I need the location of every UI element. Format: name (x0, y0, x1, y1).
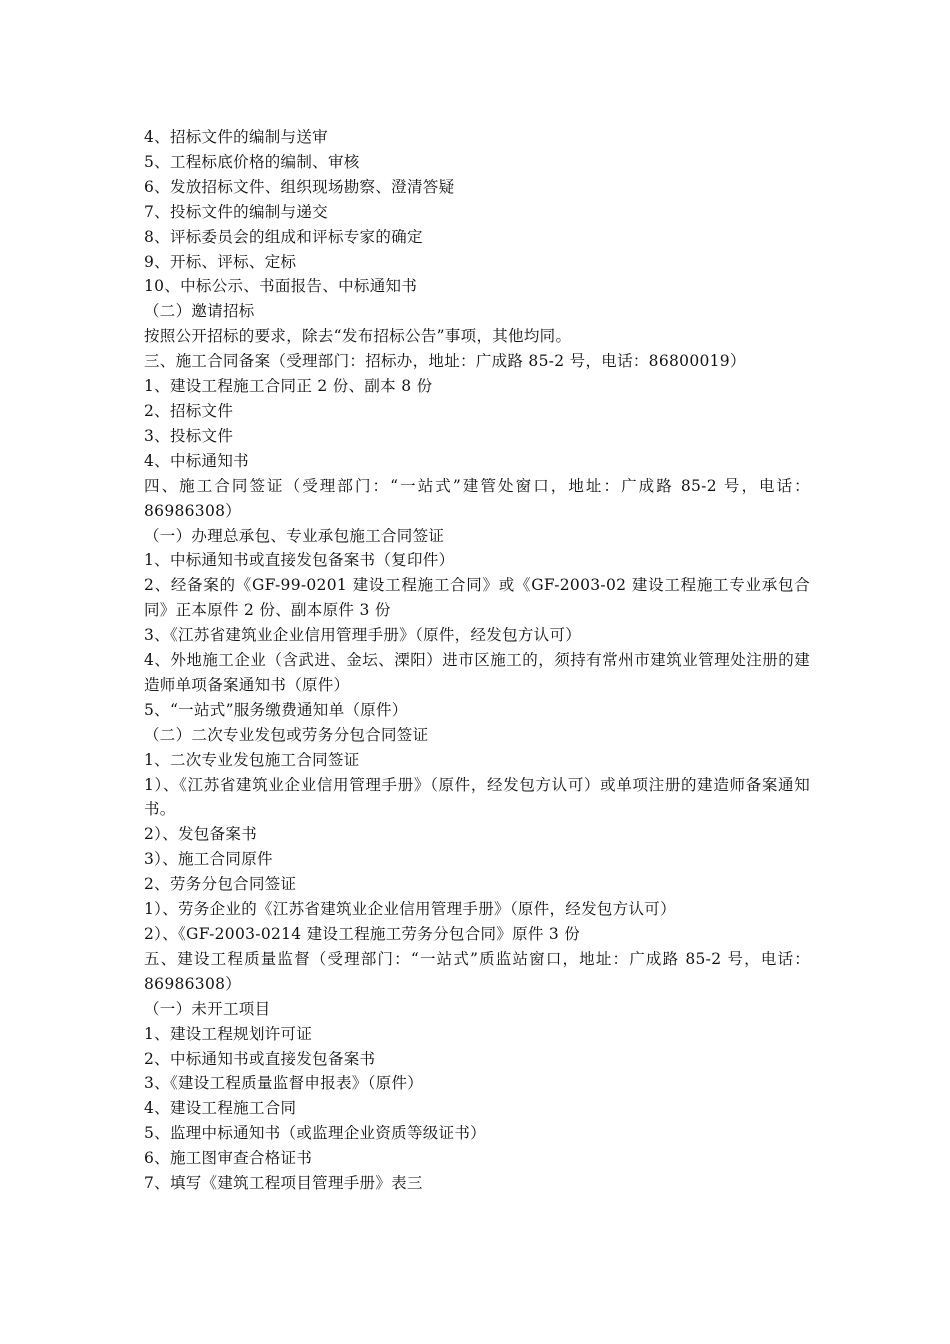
list-item: 7、填写《建筑工程项目管理手册》表三 (144, 1174, 423, 1193)
list-item: 1、中标通知书或直接发包备案书（复印件） (144, 551, 455, 570)
subsection-heading: （二）二次专业发包或劳务分包合同签证 (144, 725, 429, 744)
list-item: 8、评标委员会的组成和评标专家的确定 (144, 227, 423, 246)
section-heading: 三、施工合同备案（受理部门：招标办，地址：广成路 85-2 号，电话：86800019） (144, 352, 746, 371)
list-item: 2）、发包备案书 (144, 825, 258, 844)
list-item: 4、中标通知书 (144, 451, 249, 470)
list-item: 5、“一站式”服务缴费通知单（原件） (144, 700, 408, 719)
list-item: 2、经备案的《GF-99-0201 建设工程施工合同》或《GF-2003-02 建设工程施工专业承包合同》正本原件 2 份、副本原件 3 份 (144, 576, 810, 620)
subsection-heading: （二）邀请招标 (144, 302, 255, 321)
list-item: 2、中标通知书或直接发包备案书 (144, 1049, 376, 1068)
list-item: 5、监理中标通知书（或监理企业资质等级证书） (144, 1124, 486, 1143)
list-item: 3、《建设工程质量监督申报表》（原件） (144, 1074, 424, 1093)
list-item: 3）、施工合同原件 (144, 850, 273, 869)
list-item: 3、《江苏省建筑业企业信用管理手册》（原件，经发包方认可） (144, 626, 582, 645)
section-heading: 四、施工合同签证（受理部门：“一站式”建管处窗口，地址：广成路 85-2 号，电话：86986308） (144, 476, 810, 520)
subsection-heading: （一）未开工项目 (144, 999, 271, 1018)
subsection-heading: （一）办理总承包、专业承包施工合同签证 (144, 526, 445, 545)
list-item: 4、外地施工企业（含武进、金坛、溧阳）进市区施工的，须持有常州市建筑业管理处注册的建造师单项备案通知书（原件） (144, 651, 810, 694)
document-body (144, 125, 810, 1196)
list-item: 4、建设工程施工合同 (144, 1099, 297, 1118)
list-item: 2、劳务分包合同签证 (144, 875, 297, 894)
paragraph: 按照公开招标的要求，除去“发布招标公告”事项，其他均同。 (144, 327, 572, 346)
list-item: 5、工程标底价格的编制、审核 (144, 152, 360, 171)
list-item: 1）、劳务企业的《江苏省建筑业企业信用管理手册》（原件，经发包方认可） (144, 900, 676, 919)
list-item: 2）、《GF-2003-0214 建设工程施工劳务分包合同》原件 3 份 (144, 925, 581, 943)
list-item: 2、招标文件 (144, 401, 234, 420)
list-item: 6、施工图审查合格证书 (144, 1149, 313, 1168)
list-item: 1、建设工程规划许可证 (144, 1024, 313, 1043)
list-item: 9、开标、评标、定标 (144, 252, 297, 271)
list-item: 1）、《江苏省建筑业企业信用管理手册》（原件，经发包方认可）或单项注册的建造师备案通知书。 (144, 775, 810, 819)
list-item: 4、招标文件的编制与送审 (144, 128, 328, 146)
list-item: 1、二次专业发包施工合同签证 (144, 750, 360, 769)
list-item: 3、投标文件 (144, 426, 234, 445)
list-item: 1、建设工程施工合同正 2 份、副本 8 份 (144, 377, 433, 396)
list-item: 10、中标公示、书面报告、中标通知书 (144, 277, 418, 296)
list-item: 7、投标文件的编制与递交 (144, 202, 328, 221)
list-item: 6、发放招标文件、组织现场勘察、澄清答疑 (144, 177, 455, 196)
section-heading: 五、建设工程质量监督（受理部门：“一站式”质监站窗口，地址：广成路 85-2 号，电话：86986308） (144, 949, 810, 993)
